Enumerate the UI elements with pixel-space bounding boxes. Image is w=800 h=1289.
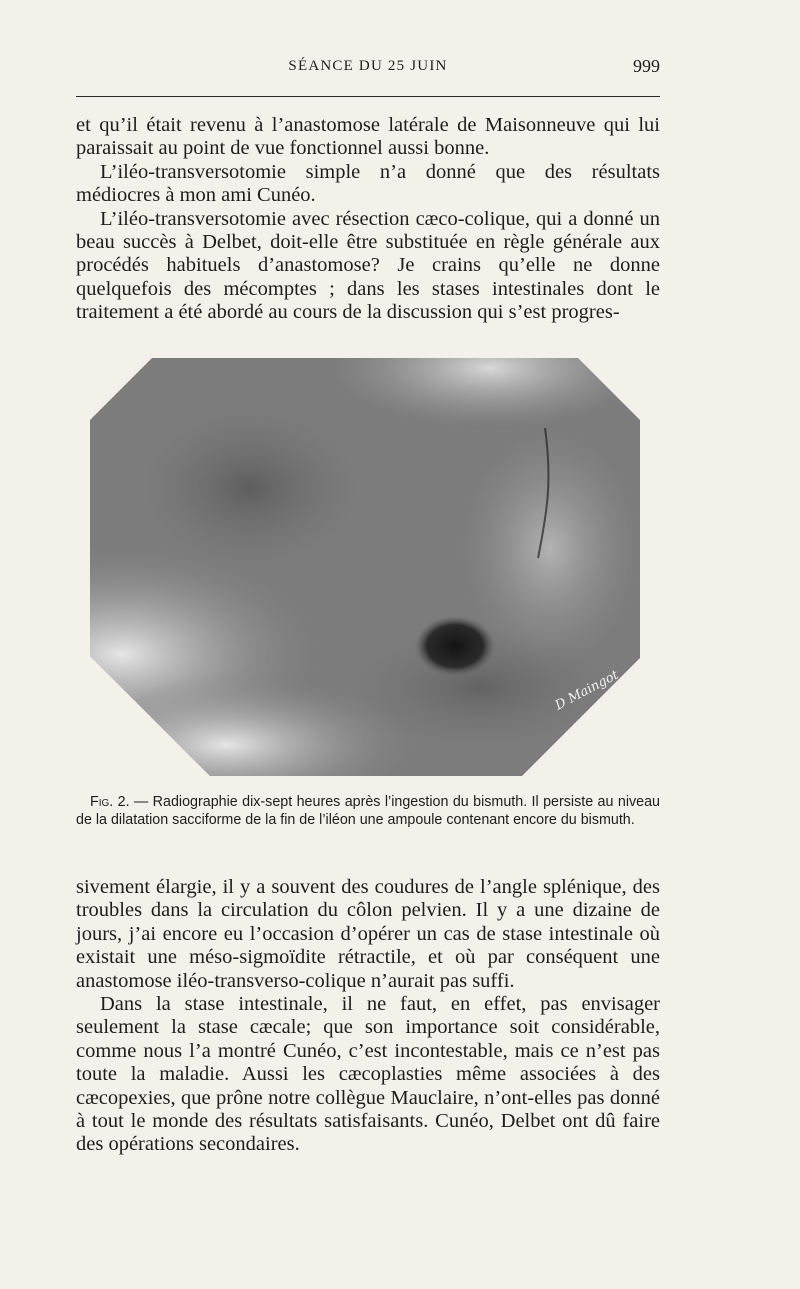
paragraph-stase-intestinale: Dans la stase intestinale, il ne faut, en effet, pas envisager seulement la stase cæcale; que son importance soit considérable, comme nous l’a montré Cunéo, c’est incontestable, mais ce n’est pas toute la maladie. Aussi les cæcoplasties même associées à des cæcopexies, que prône notre collègue Mauclaire, n’ont-elles pas donné à tout le monde des résultats satisfaisants. Cunéo, Delbet ont dû faire des opérations secondaires. <box>76 993 660 1156</box>
radiograph-signature: D Maingot <box>552 667 622 714</box>
caption-text: — Radiographie dix-sept heures après l’ingestion du bismuth. Il persiste au niveau de la dilatation sacciforme de la fin de l’iléon une ampoule contenant encore du bismuth. <box>76 794 660 828</box>
body-text-bottom <box>76 876 660 1157</box>
header-rule <box>76 96 660 97</box>
radiograph-figure <box>90 358 640 776</box>
page-number: 999 <box>633 56 660 76</box>
paragraph-ileo-transversotomie-simple: L’iléo-transversotomie simple n’a donné que des résultats médiocres à mon ami Cunéo. <box>76 160 660 207</box>
running-head <box>76 56 660 80</box>
radiograph-image <box>90 358 640 776</box>
running-head-title: SÉANCE DU 25 JUIN <box>288 58 448 74</box>
caption-label: Fig. 2. <box>90 794 130 810</box>
paragraph-continuation-progressive: sivement élargie, il y a souvent des coudures de l’angle splénique, des troubles dans la circulation du côlon pelvien. Il y a une dizaine de jours, j’ai encore eu l’occasion d’opérer un cas de stase intestinale où existait une méso-sigmoïdite rétractile, et où par conséquent une anastomose iléo-transverso-colique n’aurait pas suffi. <box>76 876 660 992</box>
paragraph-resection-caeco-colique: L’iléo-transversotomie avec résection cæco-colique, qui a donné un beau succès à Delbet, doit-elle être substituée en règle générale aux procédés habituels d’anastomose? Je crains qu’elle ne donne quelquefois des mécomptes ; dans les stases intestinales dont le traitement a été abordé au cours de la discussion qui s’est progres- <box>76 207 660 324</box>
figure-caption <box>76 793 660 829</box>
body-text-top <box>76 114 660 325</box>
paragraph-continuation: et qu’il était revenu à l’anastomose latérale de Maisonneuve qui lui paraissait au point de vue fonctionnel aussi bonne. <box>76 114 660 160</box>
